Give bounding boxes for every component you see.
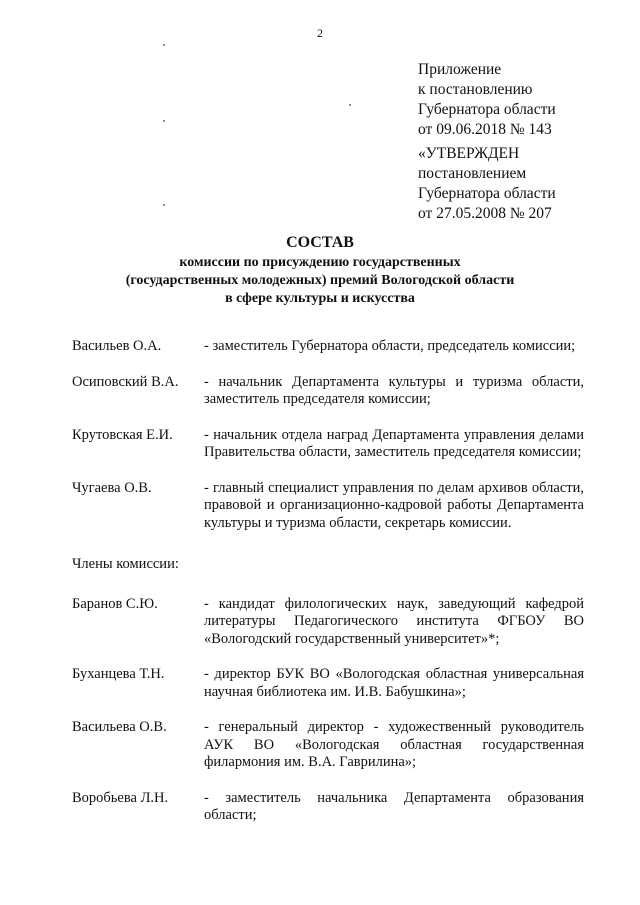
approval-line: Губернатора области (418, 185, 556, 202)
member-role: - директор БУК ВО «Вологодская областная универсальная научная библиотека им. И.В. Бабушкина»; (204, 666, 584, 700)
appendix-line: Губернатора области (418, 101, 556, 118)
scan-speck (163, 44, 165, 46)
approval-block (418, 144, 628, 224)
member-name: Крутовская Е.И. (72, 426, 173, 443)
list-item (72, 666, 584, 701)
title-main: СОСТАВ (286, 234, 354, 251)
commission-list (72, 338, 584, 843)
list-item (72, 374, 584, 409)
member-role: - начальник Департамента культуры и туризма области, заместитель председателя комиссии; (204, 373, 584, 407)
member-role: - главный специалист управления по делам архивов области, правовой и организационно-кадровой работы Департамента культуры и туризма области, секретарь комиссии. (204, 479, 584, 531)
member-role: - заместитель начальника Департамента образования области; (204, 789, 584, 823)
member-name: Чугаева О.В. (72, 479, 152, 496)
page-number: 2 (317, 26, 323, 40)
members-label: Члены комиссии: (72, 556, 179, 572)
list-item (72, 719, 584, 772)
approval-line: постановлением (418, 165, 527, 182)
list-item (72, 338, 584, 356)
approval-line: от 27.05.2008 № 207 (418, 205, 552, 222)
list-item (72, 790, 584, 825)
scan-speck (163, 204, 165, 206)
document-title (0, 232, 640, 308)
appendix-line: Приложение (418, 61, 502, 78)
appendix-line: от 09.06.2018 № 143 (418, 121, 552, 138)
member-role: - кандидат филологических наук, заведующий кафедрой литературы Педагогического института ФГБОУ ВО «Вологодский государственный университет»*; (204, 595, 584, 647)
scan-speck (349, 104, 351, 106)
member-name: Буханцева Т.Н. (72, 666, 165, 682)
member-role: - начальник отдела наград Департамента управления делами Правительства области, заместитель председателя комиссии; (204, 426, 584, 460)
appendix-block (418, 60, 628, 140)
title-sub-line: (государственных молодежных) премий Вологодской области (125, 273, 515, 288)
title-sub-line: комиссии по присуждению государственных (179, 255, 461, 270)
scan-speck (163, 120, 165, 122)
member-name: Баранов С.Ю. (72, 595, 158, 612)
member-name: Воробьева Л.Н. (72, 789, 169, 806)
member-role: - генеральный директор - художественный руководитель АУК ВО «Вологодская областная государственная филармония им. В.А. Гаврилина»; (204, 719, 584, 770)
member-role: - заместитель Губернатора области, председатель комиссии; (204, 338, 576, 354)
approval-line: «УТВЕРЖДЕН (418, 145, 520, 162)
list-item (72, 480, 584, 533)
member-name: Васильева О.В. (72, 719, 167, 735)
member-name: Васильев О.А. (72, 338, 162, 354)
list-item (72, 596, 584, 649)
member-name: Осиповский В.А. (72, 373, 179, 390)
list-item (72, 427, 584, 462)
title-sub-line: в сфере культуры и искусства (225, 291, 415, 306)
appendix-line: к постановлению (418, 81, 533, 98)
